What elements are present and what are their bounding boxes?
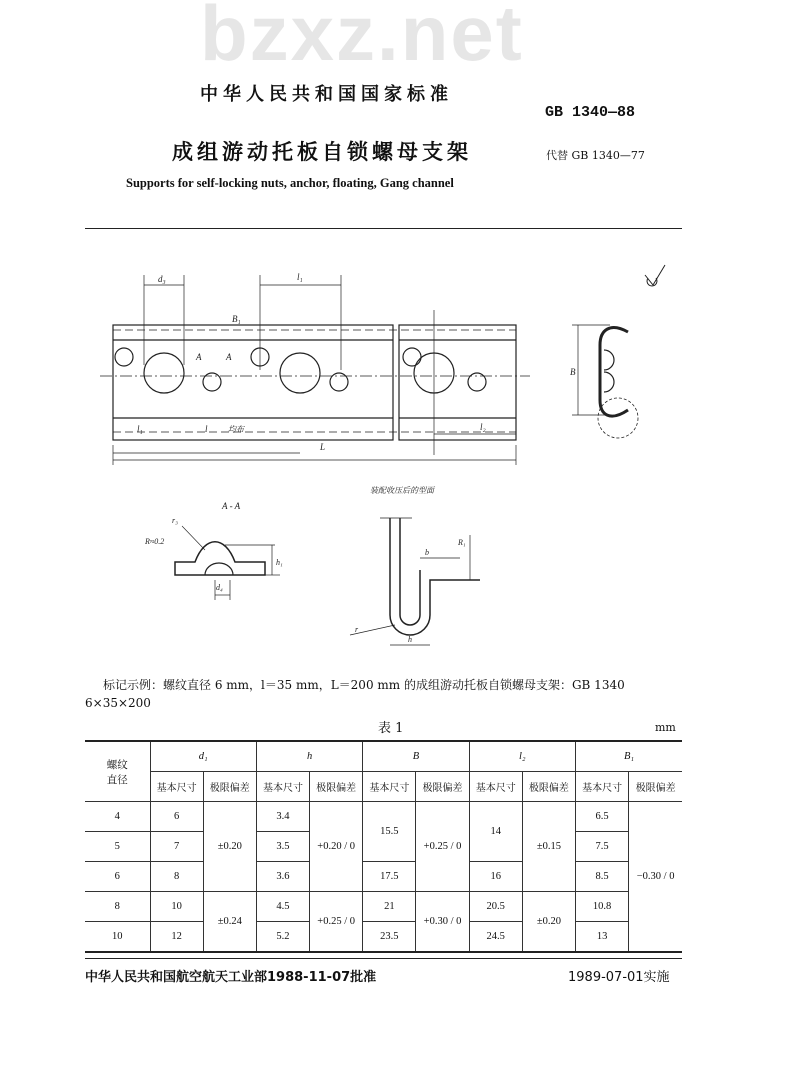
- label-l2: l₂: [480, 422, 486, 432]
- cell-l2: 20.5: [469, 892, 522, 922]
- cell-d1: 10: [150, 892, 203, 922]
- label-r3: r₃: [172, 516, 178, 525]
- english-title: Supports for self-locking nuts, anchor, floating, Gang channel: [126, 176, 454, 190]
- cell-B: 23.5: [363, 922, 416, 953]
- cell-B1: 13: [576, 922, 629, 953]
- surface-finish-icon: [645, 265, 665, 286]
- marking-example-code: 6×35×200: [85, 696, 151, 710]
- table-row: [85, 922, 682, 953]
- label-h: h: [408, 635, 412, 644]
- label-section-a-left: A: [196, 352, 202, 362]
- cell-d1-tol: ±0.20: [203, 802, 256, 892]
- subheader-basic: 基本尺寸: [469, 772, 522, 802]
- header-thread: 螺纹直径: [85, 741, 150, 802]
- table-row: [85, 862, 682, 892]
- header-B1: B₁: [576, 741, 683, 772]
- dimension-table: [85, 740, 682, 953]
- technical-drawing: [0, 250, 800, 670]
- cell-l2-tol: ±0.15: [522, 802, 575, 892]
- label-l-end: l₁: [137, 424, 143, 434]
- cell-h: 3.4: [256, 802, 309, 832]
- label-assembled-profile: 装配收压后的型面: [370, 486, 434, 495]
- label-h1: h₁: [276, 558, 283, 567]
- label-R1: R₁: [458, 538, 466, 547]
- cell-h: 3.6: [256, 862, 309, 892]
- cell-d1-tol: ±0.24: [203, 892, 256, 953]
- cell-B1-tol: −0.30 / 0: [629, 802, 682, 953]
- table-subheader-row: [85, 772, 682, 802]
- subheader-tol: 极限偏差: [416, 772, 469, 802]
- cell-B: 17.5: [363, 862, 416, 892]
- header-B: B: [363, 741, 469, 772]
- label-section-aa: A - A: [222, 501, 241, 511]
- cell-h-tol: +0.20 / 0: [310, 802, 363, 892]
- org-heading: 中华人民共和国国家标准: [200, 84, 453, 105]
- cell-l2: 14: [469, 802, 522, 862]
- cell-thread: 5: [85, 832, 150, 862]
- subheader-basic: 基本尺寸: [150, 772, 203, 802]
- table-row: [85, 892, 682, 922]
- section-aa-view: [175, 526, 280, 600]
- header-d1: d₁: [150, 741, 256, 772]
- cell-B: 21: [363, 892, 416, 922]
- approval-note: 中华人民共和国航空航天工业部1988-11-07批准: [85, 970, 377, 985]
- header-rule: [85, 228, 682, 229]
- subheader-tol: 极限偏差: [310, 772, 363, 802]
- subheader-basic: 基本尺寸: [256, 772, 309, 802]
- subheader-basic: 基本尺寸: [363, 772, 416, 802]
- cell-h: 5.2: [256, 922, 309, 953]
- cell-d1: 12: [150, 922, 203, 953]
- table-header-row: [85, 741, 682, 772]
- subheader-tol: 极限偏差: [203, 772, 256, 802]
- subheader-basic: 基本尺寸: [576, 772, 629, 802]
- cell-h: 3.5: [256, 832, 309, 862]
- cell-B: 15.5: [363, 802, 416, 862]
- cell-thread: 10: [85, 922, 150, 953]
- cell-l2: 16: [469, 862, 522, 892]
- footer-rule: [85, 958, 682, 959]
- label-B1: B₁: [232, 314, 241, 324]
- document-title: 成组游动托板自锁螺母支架: [172, 140, 472, 164]
- table-unit: mm: [655, 721, 676, 734]
- header-l2: l₂: [469, 741, 575, 772]
- effective-date: 1989-07-01实施: [568, 970, 670, 985]
- cell-B1: 10.8: [576, 892, 629, 922]
- label-l: l: [205, 424, 208, 434]
- label-B: B: [570, 367, 576, 377]
- cell-B1: 8.5: [576, 862, 629, 892]
- subheader-tol: 极限偏差: [522, 772, 575, 802]
- cell-B1: 6.5: [576, 802, 629, 832]
- label-R: R≈0.2: [145, 537, 165, 546]
- cell-d1: 8: [150, 862, 203, 892]
- cell-h: 4.5: [256, 892, 309, 922]
- cell-B1: 7.5: [576, 832, 629, 862]
- label-L: L: [320, 442, 326, 452]
- subheader-tol: 极限偏差: [629, 772, 682, 802]
- table-row: [85, 802, 682, 832]
- cell-B-tol: +0.30 / 0: [416, 892, 469, 953]
- label-section-a-right: A: [226, 352, 232, 362]
- cell-thread: 8: [85, 892, 150, 922]
- channel-plan-view: [100, 275, 530, 465]
- label-d3: d₃: [158, 274, 166, 284]
- header-h: h: [256, 741, 362, 772]
- cell-l2-tol: ±0.20: [522, 892, 575, 953]
- table-caption: 表 1: [378, 721, 404, 736]
- cell-d1: 6: [150, 802, 203, 832]
- label-d4: d₄: [216, 583, 223, 592]
- label-l1: l₁: [297, 272, 303, 282]
- label-even: 均布: [228, 425, 244, 434]
- marking-example: 标记示例：螺纹直径 6 mm，l＝35 mm，L＝200 mm 的成组游动托板自锁螺母支架：GB 1340: [103, 678, 625, 692]
- label-r: r: [355, 625, 359, 634]
- cell-B-tol: +0.25 / 0: [416, 802, 469, 892]
- cell-l2: 24.5: [469, 922, 522, 953]
- label-b: b: [425, 548, 429, 557]
- standard-number: GB 1340—88: [545, 104, 636, 121]
- cell-thread: 4: [85, 802, 150, 832]
- cell-d1: 7: [150, 832, 203, 862]
- cell-thread: 6: [85, 862, 150, 892]
- replaces-note: 代替 GB 1340—77: [546, 149, 645, 162]
- channel-side-view: [572, 325, 638, 438]
- cell-h-tol: +0.25 / 0: [310, 892, 363, 953]
- watermark: bzxz.net: [200, 0, 524, 77]
